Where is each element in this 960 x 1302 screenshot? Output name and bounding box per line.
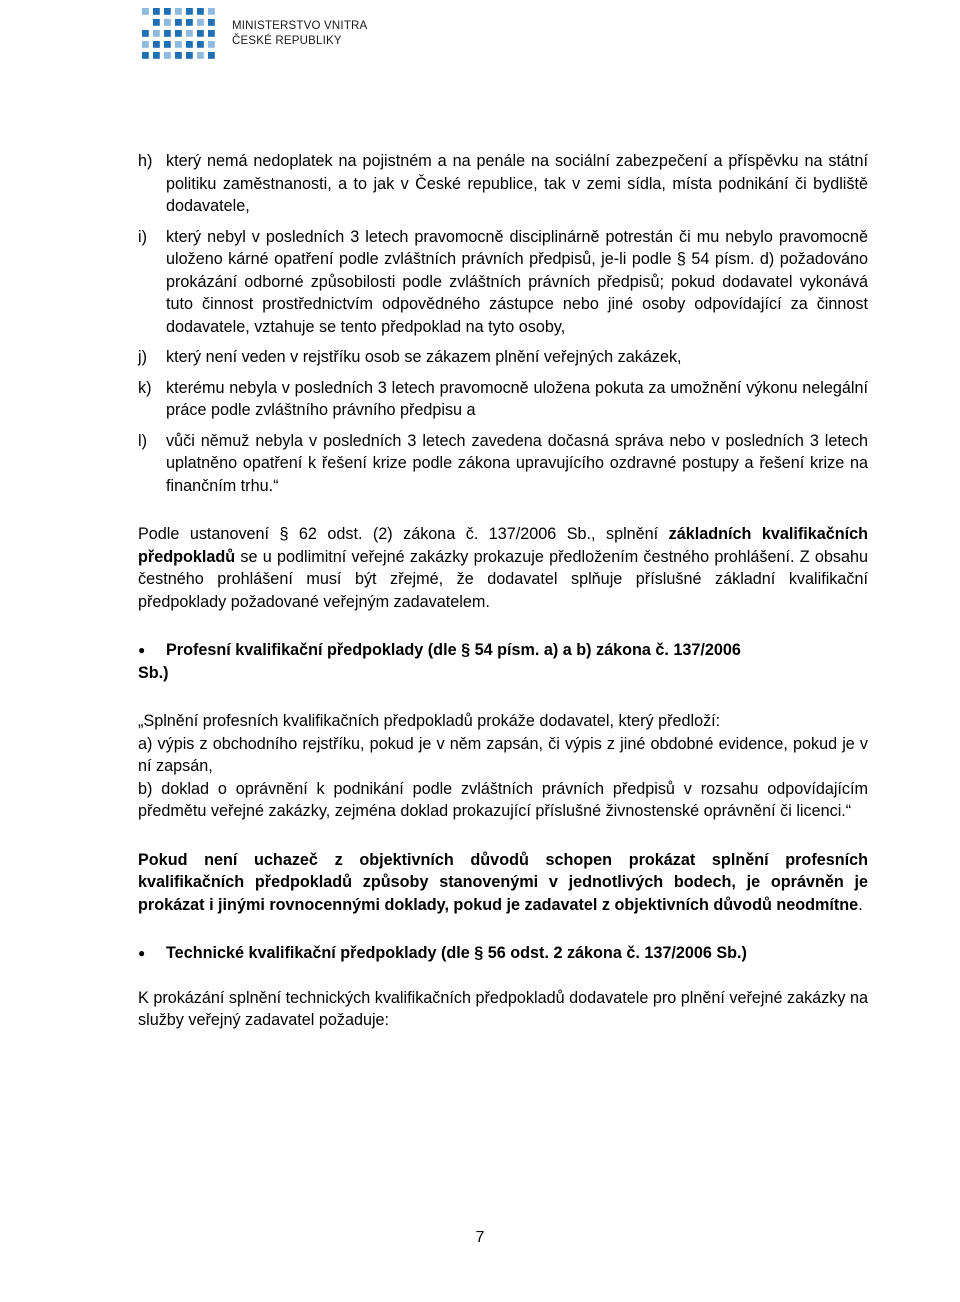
logo-dot bbox=[175, 19, 182, 26]
logo-dot bbox=[208, 8, 215, 15]
logo-dot bbox=[153, 30, 160, 37]
logo-dot bbox=[175, 41, 182, 48]
logo-dot bbox=[142, 30, 149, 37]
logo-dot bbox=[164, 30, 171, 37]
list-item-text: kterému nebyla v posledních 3 letech pravomocně uložena pokuta za umožnění výkonu nelegální práce podle zvláštního právního předpisu a bbox=[166, 378, 868, 419]
list-item-j bbox=[138, 346, 868, 369]
list-item-label: h) bbox=[138, 152, 153, 170]
logo-dot bbox=[142, 8, 149, 15]
page-number: 7 bbox=[475, 1229, 485, 1246]
logo-dot bbox=[164, 41, 171, 48]
paragraph-basic-qualification: Podle ustanovení § 62 odst. (2) zákona č. 137/2006 Sb., splnění základních kvalifikačních předpokladů se u podlimitní veřejné zakázky prokazuje předložením čestného prohlášení. Z obsahu čestného prohlášení musí být zřejmé, že dodavatel splňuje příslušné základní kvalifikační předpoklady požadované veřejným zadavatelem. bbox=[138, 525, 869, 611]
paragraph-objective-reasons: Pokud není uchazeč z objektivních důvodů schopen prokázat splnění profesních kvalifikačních předpokladů způsoby stanovenými v jednotlivých bodech, je oprávněn je prokázat i jinými rovnocennými doklady, pokud je zadavatel z objektivních důvodů neodmítne. bbox=[138, 850, 868, 914]
logo-dot bbox=[153, 52, 160, 59]
paragraph-professional-a: a) výpis z obchodního rejstříku, pokud je v něm zapsán, či výpis z jiné obdobné evidence, pokud je v ní zapsán, bbox=[138, 734, 868, 775]
logo-dot bbox=[197, 41, 204, 48]
list-item-text: který nebyl v posledních 3 letech pravomocně disciplinárně potrestán či mu nebylo pravomocně uloženo kárné opatření podle zvláštních právních předpisů, je-li podle § 54 písm. d) požadováno prokázání odborné způsobilosti podle zvláštních právních předpisů; pokud dodavatel vykonává tuto činnost prostřednictvím odpovědného zástupce nebo jiné osoby odpovídající za činnost dodavatele, vztahuje se tento předpoklad na tyto osoby, bbox=[166, 227, 868, 336]
logo-dot bbox=[186, 30, 193, 37]
list-item-text: který nemá nedoplatek na pojistném a na penále na sociální zabezpečení a příspěvku na státní politiku zaměstnanosti, a to jak v České republice, tak v zemi sídla, místa podnikání či bydliště dodavatele, bbox=[166, 152, 868, 215]
list-item-text: který není veden v rejstříku osob se zákazem plnění veřejných zakázek, bbox=[166, 348, 682, 366]
logo-dot bbox=[164, 19, 171, 26]
logo-dot bbox=[208, 19, 215, 26]
logo-dot bbox=[153, 19, 160, 26]
list-item-text: vůči němuž nebyla v posledních 3 letech zavedena dočasná správa nebo v posledních 3 letech uplatněno opatření k řešení krize podle zákona upravujícího ozdravné postupy a řešení krize na finančním trhu.“ bbox=[166, 431, 868, 495]
ministry-logo-icon bbox=[138, 4, 216, 64]
list-item-label: j) bbox=[138, 348, 147, 366]
bullet-icon: ● bbox=[138, 643, 146, 657]
heading-professional-qualification: ● Profesní kvalifikační předpoklady (dle § 54 písm. a) a b) zákona č. 137/2006 bbox=[138, 639, 868, 662]
logo-dot bbox=[142, 41, 149, 48]
logo-dot bbox=[175, 30, 182, 37]
logo-dot bbox=[175, 52, 182, 59]
logo-dot bbox=[197, 30, 204, 37]
ministry-name-line1: MINISTERSTVO VNITRA bbox=[232, 20, 368, 32]
logo-dot bbox=[197, 8, 204, 15]
logo-dot bbox=[153, 8, 160, 15]
list-item-label: l) bbox=[138, 431, 147, 450]
heading-professional-qualification-cont: Sb.) bbox=[138, 663, 169, 682]
logo-dot bbox=[197, 19, 204, 26]
list-item-i bbox=[138, 226, 868, 339]
logo-dot bbox=[208, 41, 215, 48]
list-item-label: k) bbox=[138, 378, 152, 397]
ministry-name bbox=[232, 19, 367, 49]
logo-dot bbox=[186, 41, 193, 48]
paragraph-professional-b: b) doklad o oprávnění k podnikání podle zvláštních právních předpisů v rozsahu odpovídajícím předmětu veřejné zakázky, zejména doklad prokazující příslušné živnostenské oprávnění či licenci.“ bbox=[138, 779, 868, 820]
list-item-l bbox=[138, 430, 868, 498]
paragraph-professional-intro: „Splnění profesních kvalifikačních předpokladů prokáže dodavatel, který předloží: bbox=[138, 712, 721, 730]
logo-dot bbox=[175, 8, 182, 15]
logo-dot bbox=[186, 19, 193, 26]
ministry-logo bbox=[138, 4, 367, 64]
logo-dot bbox=[153, 41, 160, 48]
logo-dot bbox=[164, 8, 171, 15]
paragraph-technical-intro: K prokázání splnění technických kvalifikačních předpokladů dodavatele pro plnění veřejné zakázky na služby veřejný zadavatel požaduje: bbox=[138, 988, 868, 1029]
logo-dot bbox=[208, 30, 215, 37]
logo-dot bbox=[164, 52, 171, 59]
ministry-name-line2: ČESKÉ REPUBLIKY bbox=[232, 35, 342, 47]
list-item-k bbox=[138, 377, 868, 422]
logo-dot bbox=[208, 52, 215, 59]
heading-technical-qualification: ● Technické kvalifikační předpoklady (dle § 56 odst. 2 zákona č. 137/2006 Sb.) bbox=[138, 942, 868, 965]
logo-dot bbox=[197, 52, 204, 59]
bullet-icon: ● bbox=[138, 946, 146, 960]
logo-dot bbox=[186, 8, 193, 15]
logo-dot bbox=[142, 52, 149, 59]
list-item-label: i) bbox=[138, 227, 147, 246]
logo-dot bbox=[186, 52, 193, 59]
list-item-h bbox=[138, 150, 868, 218]
document-body bbox=[138, 150, 868, 1032]
